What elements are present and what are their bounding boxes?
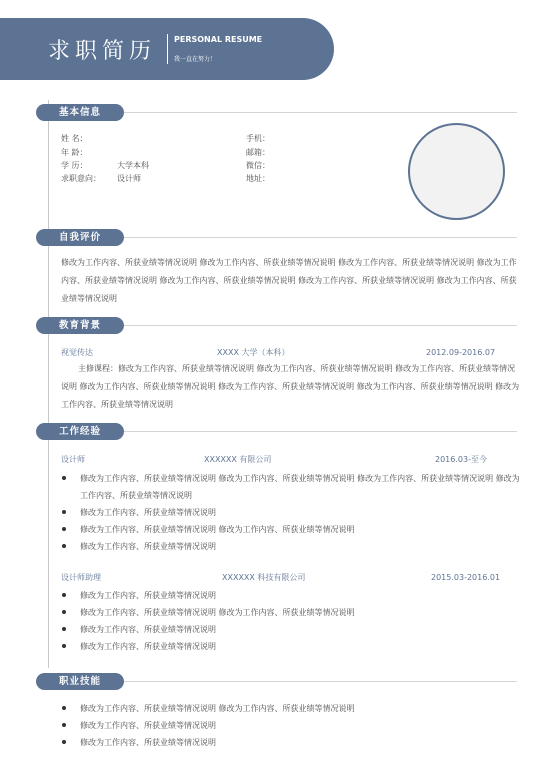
email-label: 邮箱：	[246, 148, 270, 157]
job-company: XXXXXX 科技有限公司	[222, 573, 306, 582]
timeline-line	[48, 100, 49, 668]
duty-text: 修改为工作内容、所获业绩等情况说明	[80, 625, 216, 634]
section-rule	[124, 237, 517, 238]
list-item	[61, 504, 523, 521]
job-period: 2015.03-2016.01	[431, 573, 501, 582]
bullet-icon	[62, 476, 66, 480]
duty-text: 修改为工作内容、所获业绩等情况说明	[80, 642, 216, 651]
english-title: PERSONAL RESUME	[174, 35, 263, 44]
section-title-education: 教育背景	[36, 317, 124, 334]
bullet-icon	[62, 723, 66, 727]
header-slogan: 我一直在努力！	[174, 56, 217, 63]
list-item	[61, 538, 523, 555]
section-rule	[124, 431, 517, 432]
bullet-icon	[62, 706, 66, 710]
list-item	[61, 734, 523, 751]
list-item	[61, 621, 523, 638]
job-period: 2016.03-至今	[435, 455, 487, 464]
intention-label: 求职意向：	[61, 174, 101, 183]
name-label: 姓 名：	[61, 134, 88, 143]
education-label: 学 历：	[61, 161, 88, 170]
section-rule	[124, 681, 517, 682]
education-major: 视觉传达	[61, 348, 93, 357]
duty-text: 修改为工作内容、所获业绩等情况说明	[80, 542, 216, 551]
list-item	[61, 638, 523, 655]
avatar-photo	[408, 123, 505, 220]
section-title-self-eval: 自我评价	[36, 229, 124, 246]
bullet-icon	[62, 510, 66, 514]
header-divider	[167, 34, 168, 64]
duty-text: 修改为工作内容、所获业绩等情况说明 修改为工作内容、所获业绩等情况说明	[80, 608, 355, 617]
list-item	[61, 604, 523, 621]
section-title-basic-info: 基本信息	[36, 104, 124, 121]
education-period: 2012.09-2016.07	[426, 348, 496, 357]
list-item	[61, 717, 523, 734]
job-title: 设计师	[61, 455, 85, 464]
job-duties-list	[61, 470, 523, 555]
address-label: 地址：	[246, 174, 270, 183]
skill-text: 修改为工作内容、所获业绩等情况说明	[80, 721, 216, 730]
education-value: 大学本科	[117, 161, 149, 170]
list-item	[61, 587, 523, 604]
bullet-icon	[62, 527, 66, 531]
job-duties-list	[61, 587, 523, 655]
education-courses: 主修课程：修改为工作内容、所获业绩等情况说明 修改为工作内容、所获业绩等情况说明 修改为工作内容、所获业绩等情况说明 修改为工作内容、所获业绩等情况说明 修改为工作内容、所获业绩等情况说明 修改为工作内容、所获业绩等情况说明 修改为工作内容、所获业绩等情况说明	[61, 364, 520, 409]
bullet-icon	[62, 740, 66, 744]
self-eval-text: 修改为工作内容、所获业绩等情况说明 修改为工作内容、所获业绩等情况说明 修改为工作内容、所获业绩等情况说明 修改为工作内容、所获业绩等情况说明 修改为工作内容、所获业绩等情况说明 修改为工作内容、所获业绩等情况说明 修改为工作内容、所获业绩等情况说明	[61, 258, 517, 303]
skills-list	[61, 700, 523, 751]
section-title-work: 工作经验	[36, 423, 124, 440]
bullet-icon	[62, 644, 66, 648]
job-title: 设计师助理	[61, 573, 101, 582]
skill-text: 修改为工作内容、所获业绩等情况说明	[80, 738, 216, 747]
intention-value: 设计师	[117, 174, 141, 183]
section-rule	[124, 112, 517, 113]
age-label: 年 龄：	[61, 148, 88, 157]
bullet-icon	[62, 544, 66, 548]
duty-text: 修改为工作内容、所获业绩等情况说明 修改为工作内容、所获业绩等情况说明 修改为工作内容、所获业绩等情况说明 修改为工作内容、所获业绩等情况说明	[80, 474, 520, 500]
section-title-skills: 职业技能	[36, 673, 124, 690]
duty-text: 修改为工作内容、所获业绩等情况说明 修改为工作内容、所获业绩等情况说明	[80, 525, 355, 534]
duty-text: 修改为工作内容、所获业绩等情况说明	[80, 508, 216, 517]
skill-text: 修改为工作内容、所获业绩等情况说明 修改为工作内容、所获业绩等情况说明	[80, 704, 355, 713]
bullet-icon	[62, 627, 66, 631]
job-company: XXXXXX 有限公司	[204, 455, 272, 464]
duty-text: 修改为工作内容、所获业绩等情况说明	[80, 591, 216, 600]
bullet-icon	[62, 593, 66, 597]
phone-label: 手机：	[246, 134, 270, 143]
list-item	[61, 521, 523, 538]
bullet-icon	[62, 610, 66, 614]
education-school: XXXX 大学（本科）	[217, 348, 290, 357]
page-title: 求职简历	[48, 39, 157, 64]
list-item	[61, 470, 523, 504]
list-item	[61, 700, 523, 717]
wechat-label: 微信：	[246, 161, 270, 170]
section-rule	[124, 325, 517, 326]
